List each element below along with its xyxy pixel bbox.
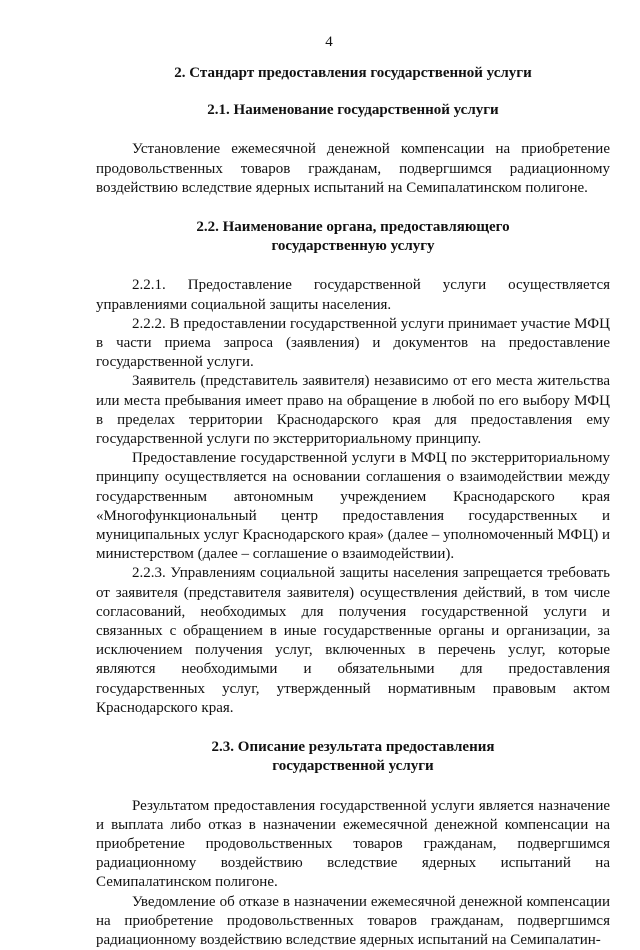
paragraph-mfc-agreement: Предоставление государственной услуги в МФЦ по экстерриториальному принципу осуществляется на основании соглашения о взаимодействии между государственным автономным учреждением Краснодарского края «Многофункциональный центр предоставления государственных и муниципальных услуг Краснодарского края» (далее – уполномоченный МФЦ) и министерством (далее – соглашение о взаимодействии). <box>96 450 610 563</box>
paragraph-applicant-rights: Заявитель (представитель заявителя) независимо от его места жительства или места пребывания имеет право на обращение в любой по его выбору МФЦ в пределах территории Краснодарского края для предоставления ему государственной услуги по экстерриториальному принципу. <box>96 373 610 448</box>
paragraph-2-2-3: 2.2.3. Управлениям социальной защиты населения запрещается требовать от заявителя (представителя заявителя) осуществления действий, в том числе согласований, необходимых для получения государственной услуги и связанных с обращением в иные государственные органы и организации, за исключением получения услуг, включенных в перечень услуг, которые являются необходимыми и обязательными для предоставления государственных услуг, утвержденный нормативным правовым актом Краснодарского края. <box>96 565 610 716</box>
section-title: 2. Стандарт предоставления государственной услуги <box>174 65 532 81</box>
subsection-2-2-title <box>96 218 610 256</box>
subsection-2-1-title: 2.1. Наименование государственной услуги <box>207 102 499 119</box>
paragraph-2-2-2: 2.2.2. В предоставлении государственной услуги принимает участие МФЦ в части приема запроса (заявления) и документов на предоставление государственной услуги. <box>96 315 610 371</box>
document-body <box>96 64 610 950</box>
paragraph-result: Результатом предоставления государственной услуги является назначение и выплата либо отказ в назначении ежемесячной денежной компенсации на приобретение продовольственных товаров гражданам, подвергшимся радиационному воздействию вследствие ядерных испытаний на Семипалатинском полигоне. <box>96 797 610 891</box>
page-number: 4 <box>325 34 333 50</box>
subsection-2-2-title-line1: 2.2. Наименование органа, предоставляющего <box>196 219 510 236</box>
subsection-2-1-text: Установление ежемесячной денежной компенсации на приобретение продовольственных товаров гражданам, подвергшимся радиационному воздействию вследствие ядерных испытаний на Семипалатинском полигоне. <box>96 141 610 196</box>
paragraph-refusal-notice: Уведомление об отказе в назначении ежемесячной денежной компенсации на приобретение продовольственных товаров гражданам, подвергшимся радиационному воздействию вследствие ядерных испытаний на Семипалатин- <box>96 893 610 948</box>
subsection-2-3-title-line1: 2.3. Описание результата предоставления <box>211 739 495 756</box>
subsection-2-2-title-line2: государственную услугу <box>271 238 435 255</box>
subsection-2-3-title-line2: государственной услуги <box>272 758 434 775</box>
subsection-2-3-title <box>96 738 610 776</box>
paragraph-2-2-1: 2.2.1. Предоставление государственной услуги осуществляется управлениями социальной защиты населения. <box>96 277 610 313</box>
